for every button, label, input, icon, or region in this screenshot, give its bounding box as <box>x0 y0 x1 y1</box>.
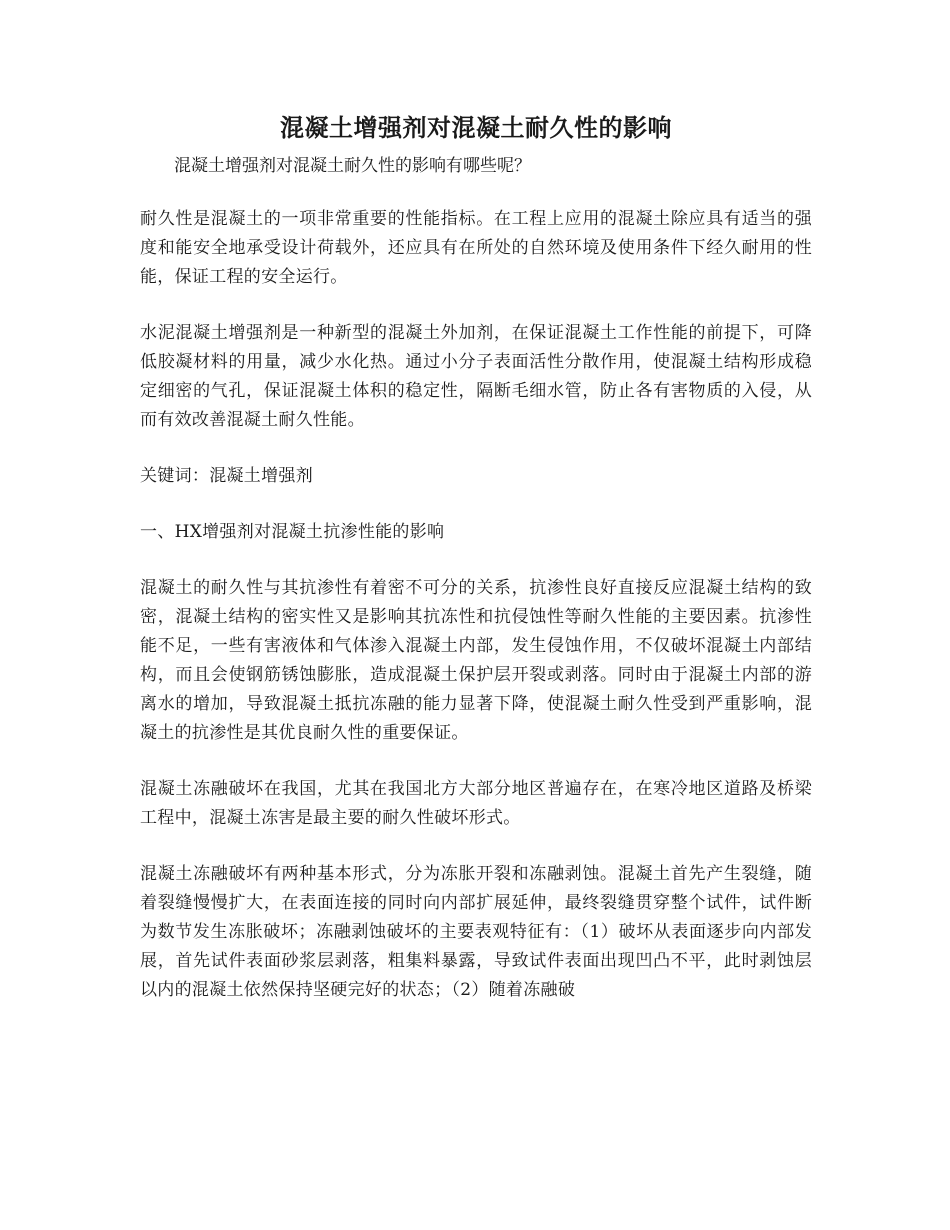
paragraph-freeze-thaw-intro: 混凝土冻融破坏在我国，尤其在我国北方大部分地区普遍存在，在寒冷地区道路及桥梁工程中，混凝土冻害是最主要的耐久性破坏形式。 <box>140 779 812 828</box>
document-page <box>140 108 812 1005</box>
paragraph-durability-definition: 耐久性是混凝土的一项非常重要的性能指标。在工程上应用的混凝土除应具有适当的强度和能安全地承受设计荷载外，还应具有在所处的自然环境及使用条件下经久耐用的性能，保证工程的安全运行。 <box>140 209 812 287</box>
document-subtitle: 混凝土增强剂对混凝土耐久性的影响有哪些呢？ <box>174 156 531 176</box>
paragraph-impermeability: 混凝土的耐久性与其抗渗性有着密不可分的关系，抗渗性良好直接反应混凝土结构的致密，混凝土结构的密实性又是影响其抗冻性和抗侵蚀性等耐久性能的主要因素。抗渗性能不足，一些有害液体和气体渗入混凝土内部，发生侵蚀作用，不仅破坏混凝土内部结构，而且会使钢筋锈蚀膨胀，造成混凝土保护层开裂或剥落。同时由于混凝土内部的游离水的增加，导致混凝土抵抗冻融的能力显著下降，使混凝土耐久性受到严重影响，混凝土的抗渗性是其优良耐久性的重要保证。 <box>140 578 812 743</box>
paragraph-enhancer-intro: 水泥混凝土增强剂是一种新型的混凝土外加剂，在保证混凝土工作性能的前提下，可降低胶凝材料的用量，减少水化热。通过小分子表面活性分散作用，使混凝土结构形成稳定细密的气孔，保证混凝土体积的稳定性，隔断毛细水管，防止各有害物质的入侵，从而有效改善混凝土耐久性能。 <box>140 323 812 430</box>
paragraph-freeze-thaw-forms: 混凝土冻融破坏有两种基本形式，分为冻胀开裂和冻融剥蚀。混凝土首先产生裂缝，随着裂缝慢慢扩大，在表面连接的同时向内部扩展延伸，最终裂缝贯穿整个试件，试件断为数节发生冻胀破坏；冻融剥蚀破坏的主要表观特征有：（1）破坏从表面逐步向内部发展，首先试件表面砂浆层剥落，粗集料暴露，导致试件表面出现凹凸不平，此时剥蚀层以内的混凝土依然保持坚硬完好的状态；（2）随着冻融破 <box>140 864 812 1000</box>
paragraph-keywords: 关键词：混凝土增强剂 <box>140 466 313 486</box>
section-heading-impermeability: 一、HX增强剂对混凝土抗渗性能的影响 <box>140 522 445 542</box>
document-title: 混凝土增强剂对混凝土耐久性的影响 <box>280 113 672 142</box>
